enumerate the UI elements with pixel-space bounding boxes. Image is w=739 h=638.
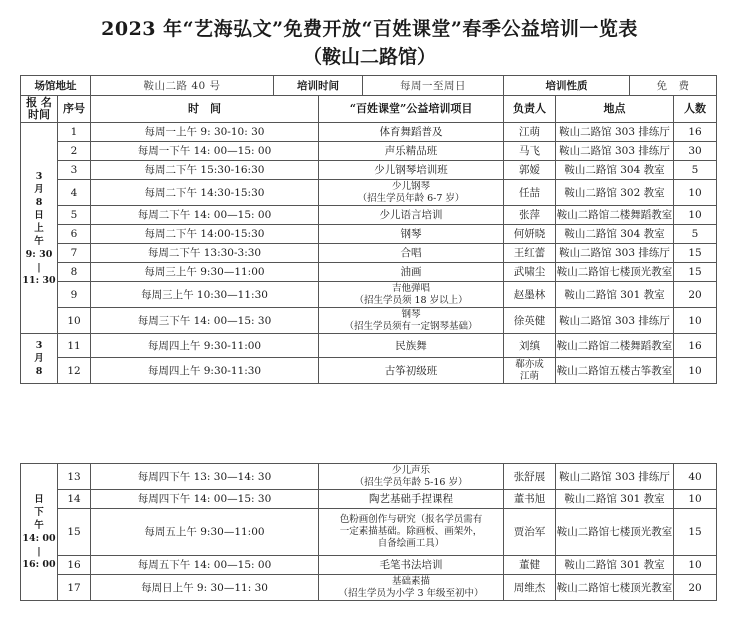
row-time: 每周四下午 13: 30—14: 30: [91, 464, 319, 490]
row-number: 4: [58, 180, 91, 206]
row-time: 每周一上午 9: 30-10: 30: [91, 123, 319, 142]
row-count: 20: [674, 575, 717, 601]
row-number: 17: [58, 575, 91, 601]
table-row: [21, 490, 717, 509]
row-project: 民族舞: [319, 334, 504, 358]
row-time: 每周二下午 14:00-15:30: [91, 225, 319, 244]
row-person: 马飞: [504, 142, 556, 161]
row-person: 郗亦成 江萌: [504, 358, 556, 384]
row-number: 11: [58, 334, 91, 358]
venue-label: 场馆地址: [21, 76, 91, 96]
row-time: 每周四上午 9:30-11:30: [91, 358, 319, 384]
row-time: 每周二下午 14:30-15:30: [91, 180, 319, 206]
row-count: 10: [674, 358, 717, 384]
row-count: 15: [674, 244, 717, 263]
header-time: 时 间: [91, 96, 319, 123]
registration-date-cell: 3 月 8 日 上 午 9: 30 | 11: 30: [21, 123, 58, 334]
table-body-bottom: [21, 464, 717, 601]
row-project: 少儿语言培训: [319, 206, 504, 225]
row-number: 3: [58, 161, 91, 180]
page-subtitle: （鞍山二路馆）: [302, 46, 436, 68]
row-number: 5: [58, 206, 91, 225]
row-number: 16: [58, 556, 91, 575]
row-person: 武啸尘: [504, 263, 556, 282]
row-count: 16: [674, 123, 717, 142]
table-row: [21, 358, 717, 384]
row-count: 15: [674, 509, 717, 556]
schedule-table-bottom: [20, 463, 717, 601]
row-place: 鞍山二路馆 304 教室: [556, 225, 674, 244]
row-count: 5: [674, 161, 717, 180]
row-place: 鞍山二路馆 303 排练厅: [556, 244, 674, 263]
row-count: 10: [674, 556, 717, 575]
time-value: 每周一至周日: [363, 76, 504, 96]
row-place: 鞍山二路馆 302 教室: [556, 180, 674, 206]
row-time: 每周日上午 9: 30—11: 30: [91, 575, 319, 601]
row-number: 10: [58, 308, 91, 334]
row-count: 40: [674, 464, 717, 490]
row-number: 6: [58, 225, 91, 244]
row-project: 色粉画创作与研究（报名学员需有 一定素描基础。除画板、画架外， 自备绘画工具）: [319, 509, 504, 556]
row-person: 徐英健: [504, 308, 556, 334]
table-row: [21, 509, 717, 556]
row-place: 鞍山二路馆 301 教室: [556, 490, 674, 509]
row-number: 15: [58, 509, 91, 556]
row-time: 每周三下午 14: 00—15: 30: [91, 308, 319, 334]
row-project: 油画: [319, 263, 504, 282]
row-project: 合唱: [319, 244, 504, 263]
row-project: 毛笔书法培训: [319, 556, 504, 575]
row-place: 鞍山二路馆 303 排练厅: [556, 308, 674, 334]
row-project: 少儿钢琴 （招生学员年龄 6-7 岁）: [319, 180, 504, 206]
row-number: 12: [58, 358, 91, 384]
row-person: 董书旭: [504, 490, 556, 509]
row-person: 刘缜: [504, 334, 556, 358]
nature-label: 培训性质: [504, 76, 630, 96]
row-number: 7: [58, 244, 91, 263]
row-number: 13: [58, 464, 91, 490]
row-project: 少儿钢琴培训班: [319, 161, 504, 180]
header-date: 报 名 时间: [21, 96, 58, 123]
table-row: [21, 161, 717, 180]
registration-date-cell: 日 下 午 14: 00 | 16: 00: [21, 464, 58, 601]
header-no: 序号: [58, 96, 91, 123]
row-place: 鞍山二路馆 304 教室: [556, 161, 674, 180]
row-count: 10: [674, 180, 717, 206]
row-number: 8: [58, 263, 91, 282]
table-row: [21, 123, 717, 142]
row-time: 每周五上午 9:30—11:00: [91, 509, 319, 556]
row-time: 每周四上午 9:30-11:00: [91, 334, 319, 358]
row-person: 董健: [504, 556, 556, 575]
row-time: 每周四下午 14: 00—15: 30: [91, 490, 319, 509]
row-count: 10: [674, 206, 717, 225]
row-person: 江萌: [504, 123, 556, 142]
row-place: 鞍山二路馆七楼顶光教室: [556, 575, 674, 601]
row-place: 鞍山二路馆 303 排练厅: [556, 464, 674, 490]
row-number: 9: [58, 282, 91, 308]
table-row: [21, 180, 717, 206]
row-place: 鞍山二路馆七楼顶光教室: [556, 263, 674, 282]
row-place: 鞍山二路馆二楼舞蹈教室: [556, 334, 674, 358]
row-time: 每周三上午 9:30—11:00: [91, 263, 319, 282]
row-person: 贾治军: [504, 509, 556, 556]
row-count: 20: [674, 282, 717, 308]
row-person: 任喆: [504, 180, 556, 206]
row-place: 鞍山二路馆 303 排练厅: [556, 123, 674, 142]
registration-date-cell: 3 月 8: [21, 334, 58, 384]
table-row: [21, 206, 717, 225]
venue-value: 鞍山二路 40 号: [91, 76, 274, 96]
row-project: 吉他弹唱 （招生学员须 18 岁以上）: [319, 282, 504, 308]
header-place: 地点: [556, 96, 674, 123]
row-count: 15: [674, 263, 717, 282]
table-row: [21, 142, 717, 161]
table-row: [21, 225, 717, 244]
row-person: 周维杰: [504, 575, 556, 601]
row-time: 每周五下午 14: 00—15: 00: [91, 556, 319, 575]
page-title: 2023 年“艺海弘文”免费开放“百姓课堂”春季公益培训一览表: [101, 18, 638, 40]
header-row: [21, 96, 717, 123]
row-person: 王红蕾: [504, 244, 556, 263]
row-count: 16: [674, 334, 717, 358]
row-project: 声乐精品班: [319, 142, 504, 161]
row-place: 鞍山二路馆 301 教室: [556, 282, 674, 308]
table-row: [21, 244, 717, 263]
header-count: 人数: [674, 96, 717, 123]
info-row: [21, 76, 717, 96]
table-row: [21, 556, 717, 575]
row-person: 何妍晓: [504, 225, 556, 244]
header-project: “百姓课堂”公益培训项目: [319, 96, 504, 123]
row-time: 每周一下午 14: 00—15: 00: [91, 142, 319, 161]
row-place: 鞍山二路馆七楼顶光教室: [556, 509, 674, 556]
table-row: [21, 282, 717, 308]
row-project: 陶艺基础手捏课程: [319, 490, 504, 509]
row-time: 每周二下午 13:30-3:30: [91, 244, 319, 263]
row-count: 10: [674, 490, 717, 509]
row-count: 10: [674, 308, 717, 334]
row-person: 赵墨林: [504, 282, 556, 308]
table-row: [21, 334, 717, 358]
row-count: 5: [674, 225, 717, 244]
row-project: 钢琴: [319, 225, 504, 244]
row-place: 鞍山二路馆 301 教室: [556, 556, 674, 575]
header-person: 负责人: [504, 96, 556, 123]
row-place: 鞍山二路馆五楼古筝教室: [556, 358, 674, 384]
table-body-top: [21, 123, 717, 384]
row-project: 古筝初级班: [319, 358, 504, 384]
row-time: 每周二下午 15:30-16:30: [91, 161, 319, 180]
row-place: 鞍山二路馆二楼舞蹈教室: [556, 206, 674, 225]
table-row: [21, 575, 717, 601]
row-person: 郭嫒: [504, 161, 556, 180]
row-place: 鞍山二路馆 303 排练厅: [556, 142, 674, 161]
row-project: 体育舞蹈普及: [319, 123, 504, 142]
nature-value: 免 费: [630, 76, 717, 96]
table-row: [21, 464, 717, 490]
time-label: 培训时间: [274, 76, 363, 96]
row-person: 张舒展: [504, 464, 556, 490]
row-number: 2: [58, 142, 91, 161]
schedule-table-top: [20, 75, 717, 384]
row-number: 14: [58, 490, 91, 509]
row-project: 钢琴 （招生学员须有一定钢琴基础）: [319, 308, 504, 334]
row-project: 基础素描 （招生学员为小学 3 年级至初中）: [319, 575, 504, 601]
table-row: [21, 308, 717, 334]
row-count: 30: [674, 142, 717, 161]
row-person: 张萍: [504, 206, 556, 225]
table-row: [21, 263, 717, 282]
row-project: 少儿声乐 （招生学员年龄 5-16 岁）: [319, 464, 504, 490]
row-number: 1: [58, 123, 91, 142]
row-time: 每周二下午 14: 00—15: 00: [91, 206, 319, 225]
row-time: 每周三上午 10:30—11:30: [91, 282, 319, 308]
